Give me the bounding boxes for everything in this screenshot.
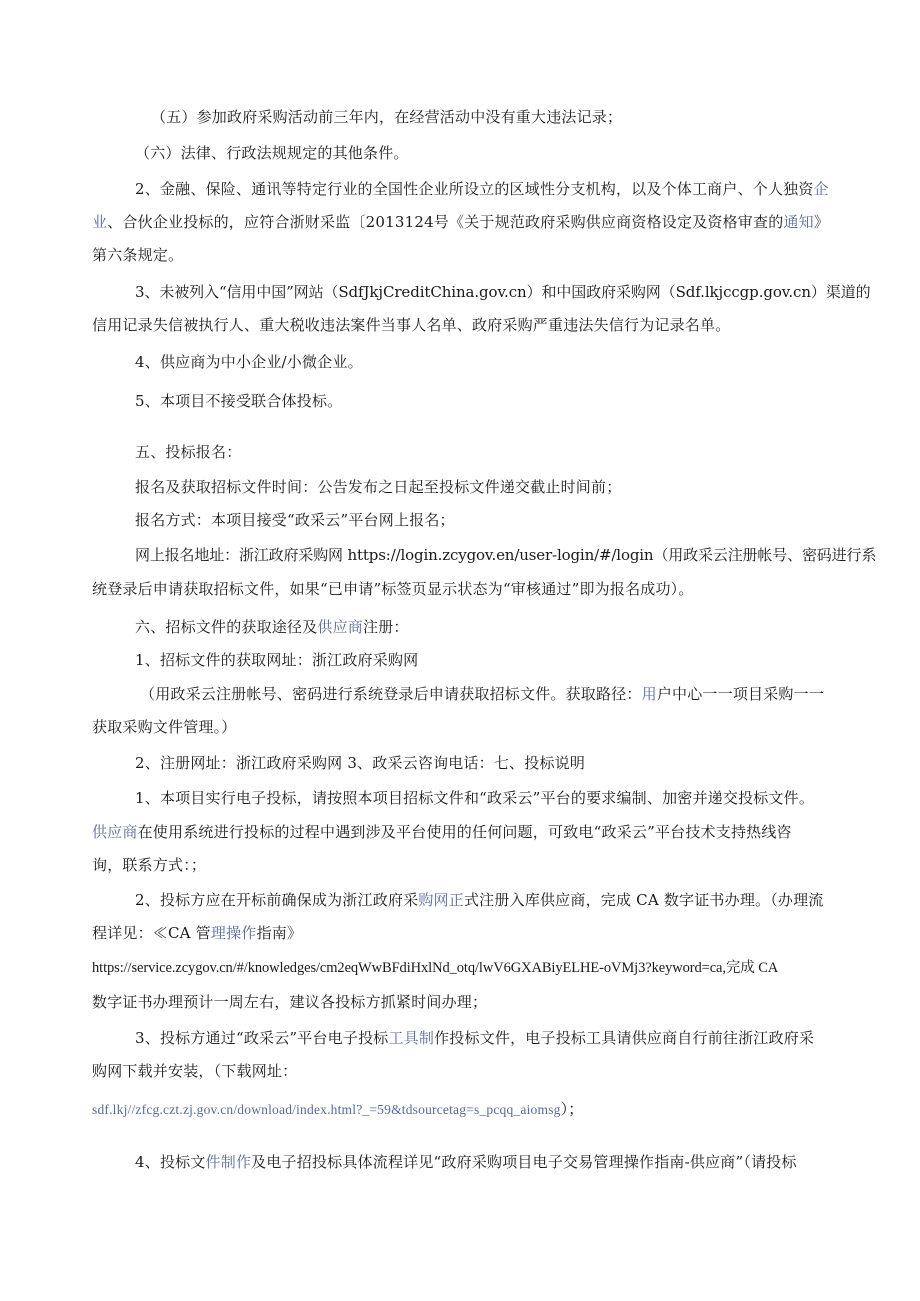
paragraph-no-consortium xyxy=(135,391,342,411)
text: 4、投标文 xyxy=(135,1153,206,1171)
highlight-text: 用 xyxy=(641,685,657,703)
section-5-line-2 xyxy=(135,510,455,530)
text: 信用记录失信被执行人、重大税收违法案件当事人名单、政府采购严重违法失信行为记录名单。 xyxy=(92,316,731,334)
section-7-line-2 xyxy=(92,822,792,842)
section-7-line-10 xyxy=(92,1099,584,1120)
section-5-line-3 xyxy=(135,545,876,565)
section-5-title xyxy=(135,442,241,462)
text: 式注册入库供应商，完成 CA 数字证书办理。（办理流 xyxy=(463,891,824,909)
text: 1、招标文件的获取网址：浙江政府采购网 xyxy=(135,651,419,669)
text: （用政采云注册帐号、密码进行系统登录后申请获取招标文件。获取路径： xyxy=(140,685,642,703)
text: 》 xyxy=(813,213,830,231)
highlight-text: 供应商 xyxy=(92,823,138,841)
text: 在使用系统进行投标的过程中遇到涉及平台使用的任何问题，可致电“政采云”平台技术支持热线咨 xyxy=(137,823,792,841)
text: 作投标文件，电子投标工具请供应商自行前往浙江政府采 xyxy=(434,1029,815,1047)
section-6-line-2 xyxy=(140,684,824,704)
section-5-line-1 xyxy=(135,477,621,497)
text: 4、供应商为中小企业/小微企业。 xyxy=(135,353,363,371)
section-6-line-1 xyxy=(135,650,418,670)
paragraph-credit-line-2 xyxy=(92,315,730,335)
paragraph-condition-6 xyxy=(135,143,409,163)
text: 1、本项目实行电子投标，请按照本项目招标文件和“政采云”平台的要求编制、加密并递交投标文件。 xyxy=(135,789,815,807)
text: 数字证书办理预计一周左右，建议各投标方抓紧时间办理； xyxy=(92,993,488,1011)
section-7-line-7 xyxy=(92,992,487,1012)
paragraph-condition-5 xyxy=(151,107,622,127)
paragraph-branch-line-2 xyxy=(92,212,829,232)
paragraph-sme xyxy=(135,352,363,372)
section-7-line-6 xyxy=(92,958,778,978)
section-7-line-9 xyxy=(92,1061,297,1081)
section-7-line-5 xyxy=(92,923,302,943)
text: 5、本项目不接受联合体投标。 xyxy=(135,392,343,410)
highlight-text: 业 xyxy=(92,213,108,231)
section-6-line-4 xyxy=(135,753,585,773)
highlight-text: 购网正 xyxy=(418,891,464,909)
text: 程详见：≪CA 管 xyxy=(92,924,211,942)
paragraph-branch-line-1 xyxy=(135,179,829,199)
text: ）； xyxy=(560,1100,584,1118)
text: 报名方式：本项目接受“政采云”平台网上报名； xyxy=(135,511,455,529)
highlight-text: 供应商 xyxy=(317,618,364,636)
text: 指南》 xyxy=(256,924,303,942)
section-6-title xyxy=(135,617,409,637)
text: 户中心一一项目采购一一 xyxy=(656,685,825,703)
text: 3、投标方通过“政采云”平台电子投标 xyxy=(135,1029,389,1047)
text: 询，联系方式：； xyxy=(92,856,207,874)
download-link[interactable]: sdf.lkj//zfcg.czt.zj.gov.cn/download/index.html?_=59&tdsourcetag=s_pcqq_aiomsg xyxy=(92,1102,561,1117)
text: 及电子招投标具体流程详见“政府采购项目电子交易管理操作指南-供应商”（请投标 xyxy=(251,1153,797,1171)
text: 报名及获取招标文件时间：公告发布之日起至投标文件递交截止时间前； xyxy=(135,478,622,496)
text: 获取采购文件管理。） xyxy=(92,718,237,736)
text: 2、金融、保险、通讯等特定行业的全国性企业所设立的区域性分支机构，以及个体工商户、个人独资 xyxy=(135,180,814,198)
highlight-text: 件制作 xyxy=(205,1153,252,1171)
highlight-text: 通知 xyxy=(783,213,814,231)
text: 2、投标方应在开标前确保成为浙江政府采 xyxy=(135,891,419,909)
highlight-text: 工具制 xyxy=(388,1029,435,1047)
text: 2、注册网址：浙江政府采购网 3、政采云咨询电话：七、投标说明 xyxy=(135,754,586,772)
text: 网上报名地址：浙江政府采购网 https://login.zcygov.en/user-login/#/login（用政采云注册帐号、密码进行系 xyxy=(135,546,877,564)
text: （五）参加政府采购活动前三年内，在经营活动中没有重大违法记录； xyxy=(151,108,623,126)
paragraph-branch-line-3 xyxy=(92,245,183,265)
text: 第六条规定。 xyxy=(92,246,184,264)
section-7-line-3 xyxy=(92,855,206,875)
section-7-line-1 xyxy=(135,788,814,808)
section-7-line-8 xyxy=(135,1028,814,1048)
text: 、合伙企业投标的，应符合浙财采监〔2013124号《关于规范政府采购供应商资格设定及资格审查的 xyxy=(107,213,784,231)
section-6-line-3 xyxy=(92,717,237,737)
heading-text: 五、投标报名： xyxy=(135,443,242,461)
highlight-text: 理操作 xyxy=(210,924,257,942)
text: 3、未被列入“信用中国”网站（SdfJkjCreditChina.gov.cn）和中国政府采购网（Sdf.lkjccgp.gov.cn）渠道的 xyxy=(135,283,871,301)
highlight-text: 企 xyxy=(813,180,829,198)
text: 统登录后申请获取招标文件，如果“已申请”标签页显示状态为“审核通过”即为报名成功）。 xyxy=(92,580,694,598)
link-text[interactable]: https://service.zcygov.cn/#/knowledges/cm2eqWwBFdiHxlNd_otq/lwV6GXABiyELHE-oVMj3?keyword=ca,完成 CA xyxy=(92,960,779,976)
section-5-line-4 xyxy=(92,579,694,599)
text: （六）法律、行政法规规定的其他条件。 xyxy=(135,144,409,162)
paragraph-credit-line-1 xyxy=(135,282,871,302)
section-7-line-11 xyxy=(135,1152,797,1172)
heading-text: 六、招标文件的获取途径及 xyxy=(135,618,318,636)
heading-text: 注册： xyxy=(363,618,409,636)
text: 购网下载并安装，（下载网址： xyxy=(92,1062,298,1080)
section-7-line-4 xyxy=(135,890,824,910)
